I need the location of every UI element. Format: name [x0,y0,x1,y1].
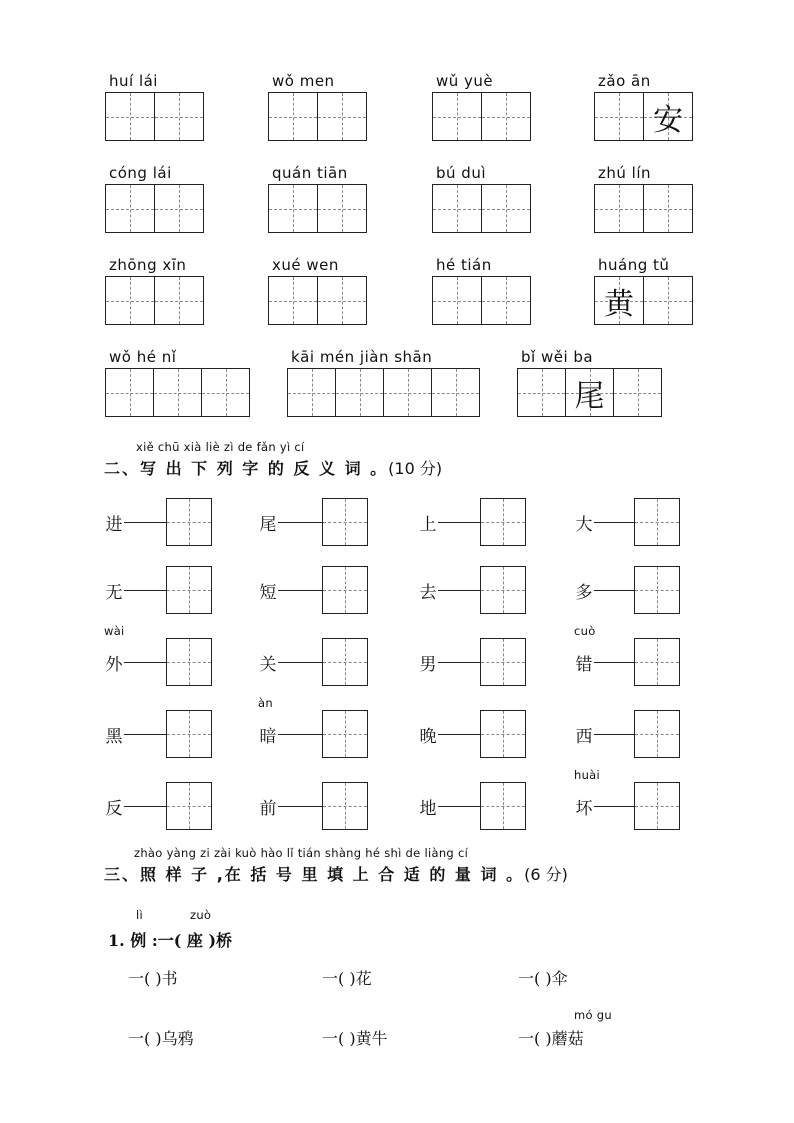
connector-line [594,662,634,663]
word-item [105,348,250,417]
grid-cell[interactable] [154,277,203,324]
grid-cell[interactable] [595,93,643,140]
antonym-item [574,566,680,614]
grid-cell[interactable] [269,185,317,232]
answer-box[interactable] [322,710,368,758]
section3-score: (6 分) [524,865,568,884]
grid-cell[interactable] [433,185,481,232]
connector-line [594,806,634,807]
antonym-item [104,498,212,546]
answer-box[interactable] [166,566,212,614]
word-item [594,72,693,141]
antonym-item [418,498,526,546]
antonym-pinyin: huài [574,768,601,782]
antonym-source-char: 上 [419,514,437,535]
antonym-item [574,710,680,758]
word-pinyin: huí lái [109,72,158,90]
writing-grid[interactable] [287,368,480,417]
antonym-pinyin: cuò [574,624,596,638]
answer-box[interactable] [480,710,526,758]
word-pinyin: bú duì [436,164,486,182]
grid-cell[interactable] [269,93,317,140]
writing-grid[interactable] [432,184,531,233]
antonym-pinyin: àn [258,696,273,710]
word-item [432,256,531,325]
antonym-item [418,566,526,614]
antonym-item [574,624,680,686]
antonym-item [574,768,680,830]
measure-word-blank[interactable]: 一( )蘑菇 [518,1029,584,1048]
connector-line [278,662,322,663]
antonym-source-char: 男 [419,654,437,675]
grid-cell[interactable] [643,93,692,140]
connector-line [438,662,480,663]
writing-grid[interactable] [268,276,367,325]
antonym-source-char: 进 [105,514,123,535]
example-sentence: 1. 例 :一( 座 )桥 [108,931,233,950]
antonym-source-char: 晚 [419,726,437,747]
antonym-source-char: 大 [575,514,593,535]
writing-grid[interactable] [432,92,531,141]
word-item [105,256,204,325]
word-pinyin: wǒ men [272,72,335,90]
writing-grid[interactable] [105,184,204,233]
antonym-source-char: 无 [105,582,123,603]
connector-line [124,522,166,523]
measure-word-blank[interactable]: 一( )书 [128,969,178,988]
writing-grid[interactable] [268,92,367,141]
connector-line [594,522,634,523]
grid-cell[interactable] [481,277,530,324]
word-pinyin: zhú lín [598,164,651,182]
word-item [432,164,531,233]
grid-cell[interactable] [288,369,335,416]
word-pinyin: wǔ yuè [436,72,494,90]
grid-cell[interactable] [317,277,366,324]
word-item [594,164,693,233]
connector-line [438,806,480,807]
antonym-item [418,638,526,686]
grid-cell[interactable] [481,93,530,140]
grid-cell[interactable] [643,185,692,232]
antonym-pinyin: wài [104,624,125,638]
grid-cell[interactable] [154,185,203,232]
answer-box[interactable] [634,566,680,614]
writing-grid[interactable] [432,276,531,325]
answer-box[interactable] [166,782,212,830]
answer-box[interactable] [634,638,680,686]
antonym-item [104,566,212,614]
answer-box[interactable] [480,782,526,830]
word-pinyin: xué wen [272,256,339,274]
antonym-source-char: 短 [259,582,277,603]
connector-line [124,590,166,591]
grid-cell[interactable] [595,185,643,232]
blank-pinyin: mó gu [574,1008,612,1022]
word-item [287,348,480,417]
antonym-source-char: 尾 [259,514,277,535]
answer-box[interactable] [322,566,368,614]
measure-word-blank[interactable]: 一( )花 [322,969,372,988]
answer-box[interactable] [480,566,526,614]
antonym-source-char: 黑 [105,726,123,747]
answer-box[interactable] [166,638,212,686]
grid-cell[interactable] [106,185,154,232]
antonym-item [418,782,526,830]
prefilled-character: 安 [653,102,683,138]
antonym-source-char: 前 [259,798,277,819]
connector-line [594,734,634,735]
grid-cell[interactable] [154,93,203,140]
grid-cell[interactable] [317,93,366,140]
antonym-item [258,498,368,546]
answer-box[interactable] [322,498,368,546]
answer-box[interactable] [480,638,526,686]
answer-box[interactable] [634,782,680,830]
word-pinyin: hé tián [436,256,492,274]
connector-line [438,590,480,591]
antonym-source-char: 坏 [575,798,593,819]
grid-cell[interactable] [153,369,201,416]
grid-cell[interactable] [106,93,154,140]
writing-grid[interactable] [594,92,693,141]
section2-header [104,440,442,479]
grid-cell[interactable] [106,369,153,416]
word-pinyin: bǐ wěi ba [521,348,594,366]
word-item [594,256,693,325]
connector-line [278,522,322,523]
word-item [268,72,367,141]
grid-cell[interactable] [595,277,643,324]
writing-grid[interactable] [594,184,693,233]
connector-line [124,806,166,807]
connector-line [438,522,480,523]
answer-box[interactable] [634,498,680,546]
writing-grid[interactable] [105,368,250,417]
connector-line [278,734,322,735]
word-item [268,256,367,325]
antonym-source-char: 西 [575,726,593,747]
section3-title: 三、照 样 子 ,在 括 号 里 填 上 合 适 的 量 词 。 [104,865,525,884]
word-pinyin: wǒ hé nǐ [109,348,177,366]
antonym-source-char: 外 [105,654,123,675]
word-item [105,72,204,141]
answer-box[interactable] [166,710,212,758]
connector-line [124,662,166,663]
prefilled-character: 尾 [574,378,605,414]
word-item [268,164,367,233]
antonym-source-char: 地 [419,798,437,819]
writing-grid[interactable] [594,276,693,325]
word-pinyin: cóng lái [109,164,172,182]
grid-cell[interactable] [565,369,613,416]
antonym-item [258,566,368,614]
answer-box[interactable] [480,498,526,546]
word-pinyin: zǎo ān [598,72,651,90]
measure-word-blank[interactable]: 一( )伞 [518,969,568,988]
example-pinyin-li: lì [136,908,143,922]
writing-grid[interactable] [268,184,367,233]
connector-line [124,734,166,735]
example-pinyin-zuo: zuò [190,908,212,922]
prefilled-character: 黄 [604,286,634,322]
antonym-source-char: 多 [575,582,593,603]
grid-cell[interactable] [106,277,154,324]
antonym-source-char: 暗 [259,726,277,747]
section2-pinyin: xiě chū xià liè zì de fǎn yì cí [136,440,305,454]
antonym-item [258,638,368,686]
answer-box[interactable] [634,710,680,758]
antonym-item [104,710,212,758]
section2-score: (10 分) [388,459,443,478]
word-pinyin: quán tiān [272,164,348,182]
antonym-item [104,624,212,686]
answer-box[interactable] [166,498,212,546]
antonym-item [104,782,212,830]
word-pinyin: kāi mén jiàn shān [291,348,433,366]
word-item [432,72,531,141]
writing-grid[interactable] [105,276,204,325]
antonym-source-char: 反 [105,798,123,819]
word-pinyin: zhōng xīn [109,256,187,274]
word-item [105,164,204,233]
grid-cell[interactable] [643,277,692,324]
grid-cell[interactable] [481,185,530,232]
section2-title: 二、写 出 下 列 字 的 反 义 词 。 [104,459,389,478]
antonym-item [574,498,680,546]
writing-grid[interactable] [517,368,662,417]
grid-cell[interactable] [433,93,481,140]
grid-cell[interactable] [518,369,565,416]
antonym-item [258,782,368,830]
word-pinyin: huáng tǔ [598,256,670,274]
section3-header [104,846,568,885]
measure-word-blank[interactable]: 一( )黄牛 [322,1029,388,1048]
answer-box[interactable] [322,782,368,830]
grid-cell[interactable] [431,369,479,416]
connector-line [594,590,634,591]
grid-cell[interactable] [383,369,431,416]
grid-cell[interactable] [613,369,661,416]
grid-cell[interactable] [269,277,317,324]
antonym-source-char: 关 [259,654,277,675]
antonym-item [258,696,368,758]
grid-cell[interactable] [201,369,249,416]
grid-cell[interactable] [433,277,481,324]
connector-line [278,590,322,591]
antonym-source-char: 错 [575,654,593,675]
word-item [517,348,662,417]
writing-grid[interactable] [105,92,204,141]
connector-line [438,734,480,735]
connector-line [278,806,322,807]
antonym-item [418,710,526,758]
antonym-source-char: 去 [419,582,437,603]
answer-box[interactable] [322,638,368,686]
measure-word-blank[interactable]: 一( )乌鸦 [128,1029,194,1048]
section3-pinyin: zhào yàng zi zài kuò hào lǐ tián shàng hé shì de liàng cí [134,846,469,860]
grid-cell[interactable] [317,185,366,232]
grid-cell[interactable] [335,369,383,416]
